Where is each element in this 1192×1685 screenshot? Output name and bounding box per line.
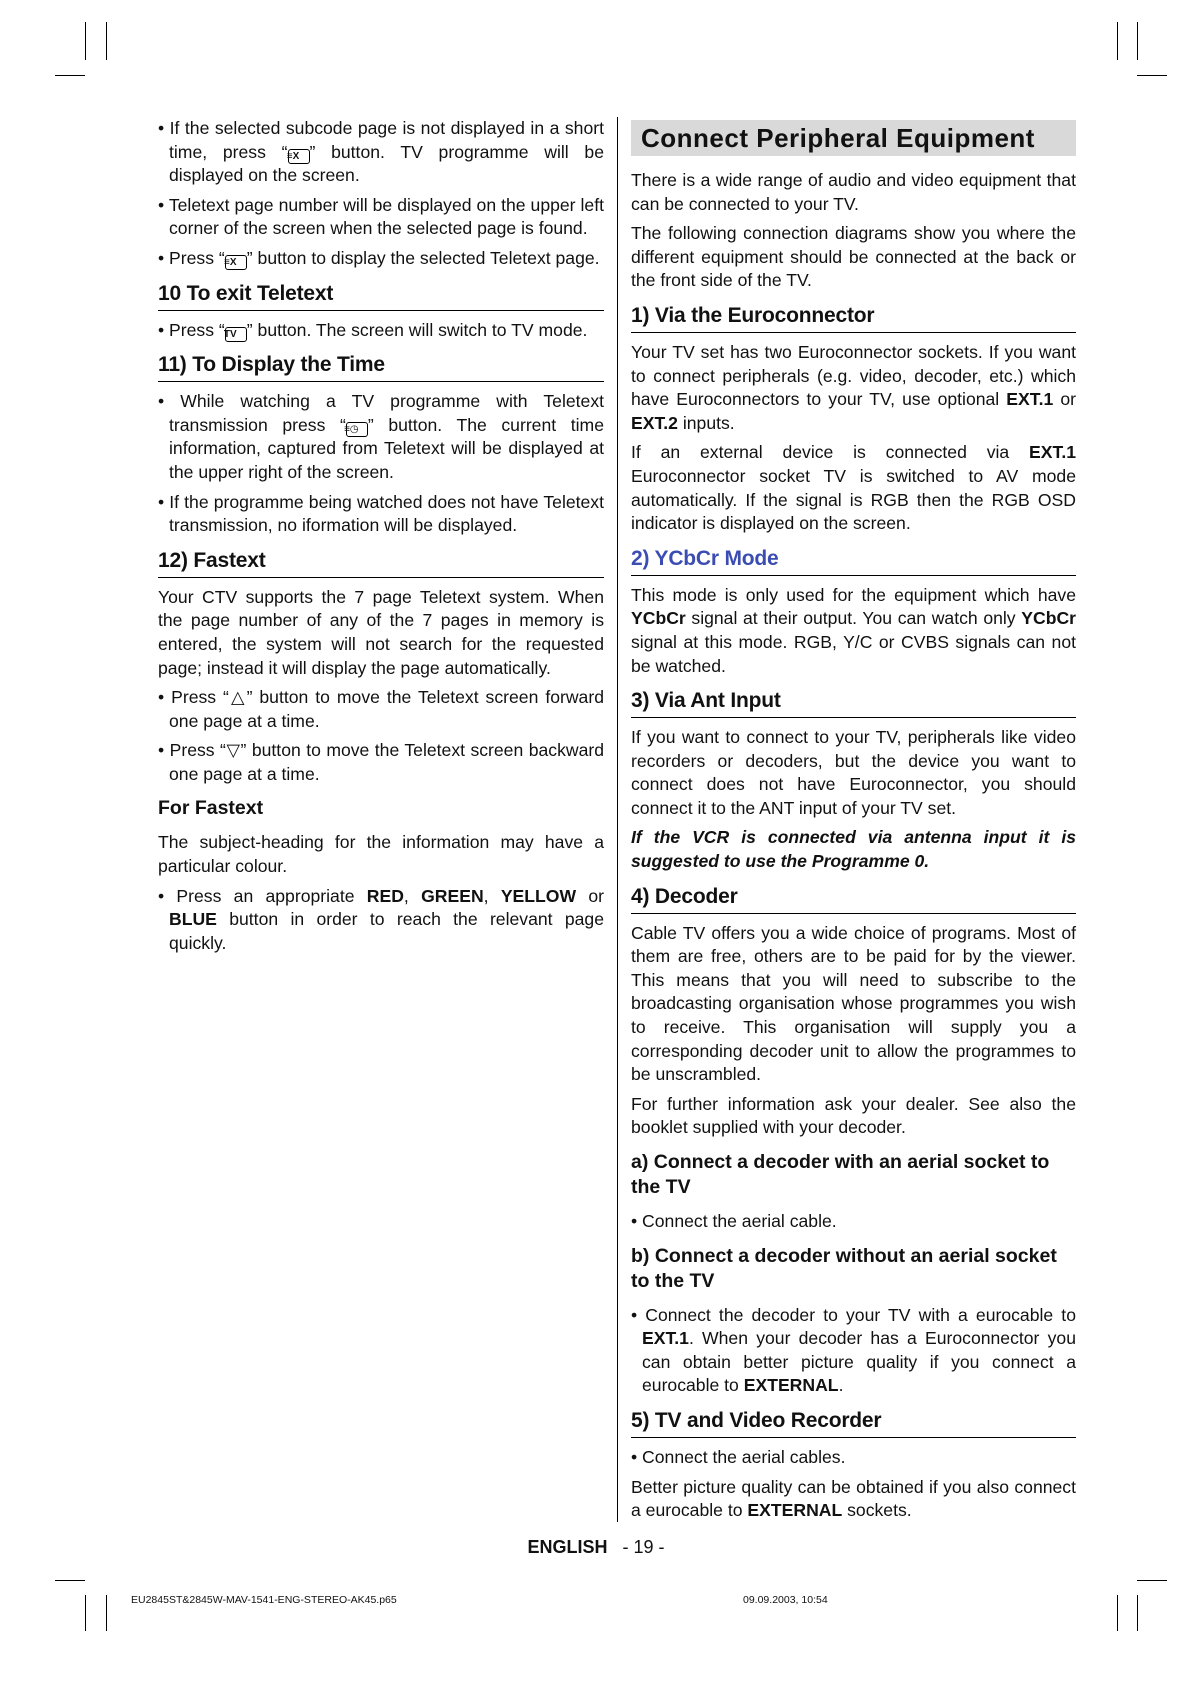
time-button-icon: ≡◷ <box>346 422 368 437</box>
heading-fastext: 12) Fastext <box>158 548 604 578</box>
crop-mark <box>1137 1580 1167 1581</box>
paragraph: • Press “≡X ” button to display the selected Teletext page. <box>158 247 600 268</box>
down-triangle-icon: ▽ <box>225 740 241 761</box>
crop-mark <box>1117 22 1118 60</box>
footer-language: ENGLISH <box>527 1537 608 1557</box>
tv-button-icon: TV <box>225 327 247 342</box>
paragraph: • Press “▽” button to move the Teletext screen backward one page at a time. <box>158 740 604 784</box>
note-paragraph: If the VCR is connected via antenna input it is suggested to use the Programme 0. <box>631 827 1076 872</box>
heading-ant-input: 3) Via Ant Input <box>631 688 1076 718</box>
heading-decoder-without-aerial: b) Connect a decoder without an aerial socket to the TV <box>631 1244 1057 1292</box>
heading-decoder: 4) Decoder <box>631 884 1076 914</box>
section-banner: Connect Peripheral Equipment <box>631 120 1076 156</box>
heading-for-fastext: For Fastext <box>158 797 264 820</box>
paragraph: There is a wide range of audio and video equipment that can be connected to your TV. <box>631 170 1076 214</box>
heading-ycbcr-mode: 2) YCbCr Mode <box>631 546 1076 576</box>
paragraph: This mode is only used for the equipment which have YCbCr signal at their output. You can watch only YCbCr signal at this mode. RGB, Y/C or CVBS signals can not be watched. <box>631 584 1076 676</box>
exit-subcode-icon: ≡X <box>288 149 310 164</box>
heading-euroconnector: 1) Via the Euroconnector <box>631 303 1076 333</box>
paragraph: • While watching a TV programme with Teletext transmission press “≡◷ ” button. The current time information, captured from Teletext will be displayed at the upper right of the screen. <box>158 391 604 482</box>
paragraph: For further information ask your dealer. See also the booklet supplied with your decoder. <box>631 1093 1076 1138</box>
crop-mark <box>1137 1595 1138 1631</box>
paragraph: Your CTV supports the 7 page Teletext system. When the page number of any of the 7 pages in memory is entered, the system will not search for the requested page; instead it will display the page automatically. <box>158 586 604 678</box>
left-column <box>158 117 604 961</box>
heading-tv-video-recorder: 5) TV and Video Recorder <box>631 1408 1076 1438</box>
heading-exit-teletext: 10 To exit Teletext <box>158 281 604 311</box>
page-footer <box>0 1537 1192 1558</box>
paragraph: The following connection diagrams show you where the different equipment should be connected at the back or the front side of the TV. <box>631 223 1076 291</box>
right-column <box>631 117 1076 1529</box>
paragraph: Better picture quality can be obtained if you also connect a eurocable to EXTERNAL sockets. <box>631 1476 1076 1521</box>
paragraph: • If the programme being watched does not have Teletext transmission, no iformation will be displayed. <box>158 491 604 536</box>
crop-mark <box>1117 1595 1118 1631</box>
heading-display-time: 11) To Display the Time <box>158 352 604 382</box>
paragraph: If you want to connect to your TV, peripherals like video recorders or decoders, but the device you want to connect does not have Euroconnector, you should connect it to the ANT input of your TV set. <box>631 727 1076 818</box>
footer-date: 09.09.2003, 10:54 <box>743 1594 828 1606</box>
up-triangle-icon: △ <box>228 687 247 708</box>
paragraph: • Connect the decoder to your TV with a eurocable to EXT.1. When your decoder has a Euroconnector you can obtain better picture quality if you connect a eurocable to EXTERNAL. <box>631 1304 1076 1396</box>
paragraph: • Press an appropriate RED, GREEN, YELLOW or BLUE button in order to reach the relevant page quickly. <box>158 885 604 953</box>
crop-mark <box>1137 22 1138 60</box>
exit-subcode-icon: ≡X <box>225 255 247 270</box>
crop-mark <box>55 1580 85 1581</box>
column-divider <box>617 117 618 1522</box>
paragraph: If an external device is connected via EXT.1 Euroconnector socket TV is switched to AV mode automatically. If the signal is RGB then the RGB OSD indicator is displayed on the screen. <box>631 442 1076 534</box>
crop-mark <box>106 22 107 60</box>
crop-mark <box>85 22 86 60</box>
paragraph: Cable TV offers you a wide choice of programs. Most of them are free, others are to be paid for by the viewer. This means that you will need to subscribe to the broadcasting organisation whose programmes you wish to receive. This organisation will supply you a corresponding decoder unit to allow the programmes to be unscrambled. <box>631 922 1076 1085</box>
paragraph: Your TV set has two Euroconnector sockets. If you want to connect peripherals (e.g. video, decoder, etc.) which have Euroconnectors to your TV, use optional EXT.1 or EXT.2 inputs. <box>631 341 1076 433</box>
paragraph: • Connect the aerial cables. <box>631 1446 846 1467</box>
paragraph: • Teletext page number will be displayed on the upper left corner of the screen when the selected page is found. <box>158 194 604 239</box>
page-number: - 19 - <box>622 1537 665 1557</box>
footer-filename: EU2845ST&2845W-MAV-1541-ENG-STEREO-AK45.p65 <box>131 1594 397 1606</box>
heading-decoder-with-aerial: a) Connect a decoder with an aerial socket to the TV <box>631 1151 1050 1198</box>
crop-mark <box>1137 75 1167 76</box>
crop-mark <box>85 1595 86 1631</box>
paragraph: • Connect the aerial cable. <box>631 1211 837 1231</box>
paragraph: • Press “△” button to move the Teletext screen forward one page at a time. <box>158 687 604 731</box>
paragraph: • Press “TV ” button. The screen will switch to TV mode. <box>158 319 588 340</box>
crop-mark <box>106 1595 107 1631</box>
crop-mark <box>55 75 85 76</box>
paragraph: • If the selected subcode page is not displayed in a short time, press “≡X ” button. TV programme will be displayed on the screen. <box>158 118 604 186</box>
paragraph: The subject-heading for the information may have a particular colour. <box>158 832 604 877</box>
